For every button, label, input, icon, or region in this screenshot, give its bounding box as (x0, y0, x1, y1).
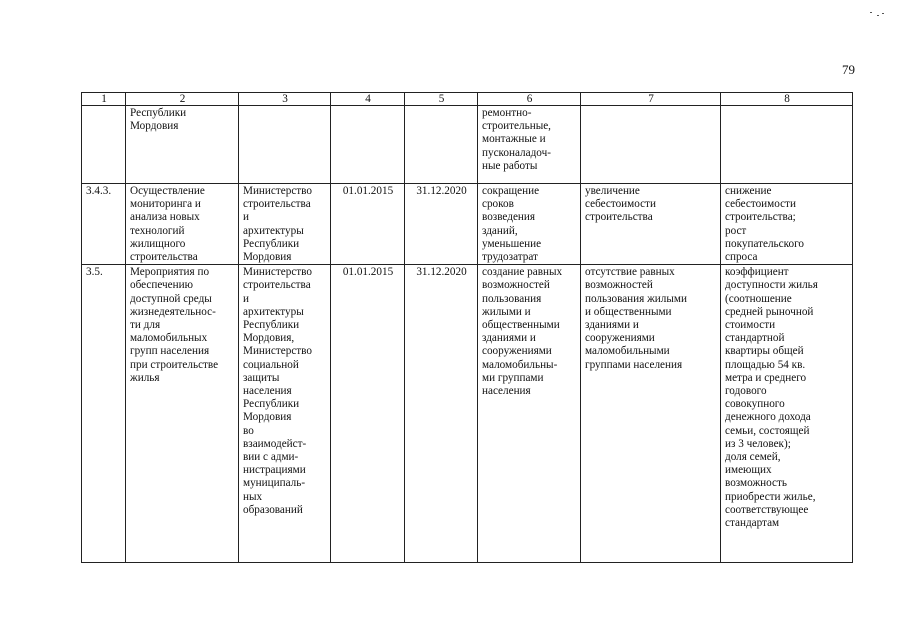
consequence: отсутствие равных возможностей пользования жилыми и общественными зданиями и сооружениями маломобильными группами населения (581, 265, 721, 563)
scan-speck (882, 13, 884, 14)
executor: Министерство строительства и архитектуры Республики Мордовия, Министерство социальной защиты населения Республики Мордовия во взаимодейст- вии с адми- нистрациями муниципаль- ных образований (239, 265, 331, 563)
header-cell-2: 2 (126, 93, 239, 106)
expected-result: создание равных возможностей пользования жилыми и общественными зданиями и сооружениями маломобильны- ми группами населения (478, 265, 581, 563)
row-number (82, 106, 126, 184)
event-name: Республики Мордовия (126, 106, 239, 184)
scan-speck (870, 12, 872, 13)
expected-result: сокращение сроков возведения зданий, уменьшение трудозатрат (478, 184, 581, 265)
header-cell-5: 5 (405, 93, 478, 106)
table-row (82, 184, 853, 265)
indicator: коэффициент доступности жилья (соотношение средней рыночной стоимости стандартной квартиры общей площадью 54 кв. метра и среднего годового совокупного денежного дохода семьи, состоящей из 3 человек); доля семей, имеющих возможность приобрести жилье, соответствующее стандартам (721, 265, 853, 563)
page-number: 79 (842, 62, 855, 77)
header-cell-3: 3 (239, 93, 331, 106)
indicator: снижение себестоимости строительства; рост покупательского спроса (721, 184, 853, 265)
row-number: 3.4.3. (82, 184, 126, 265)
event-name: Осуществление мониторинга и анализа новых технологий жилищного строительства (126, 184, 239, 265)
header-cell-7: 7 (581, 93, 721, 106)
header-cell-8: 8 (721, 93, 853, 106)
row-number: 3.5. (82, 265, 126, 563)
executor: Министерство строительства и архитектуры Республики Мордовия (239, 184, 331, 265)
consequence (581, 106, 721, 184)
expected-result: ремонтно- строительные, монтажные и пусконаладоч- ные работы (478, 106, 581, 184)
start-date: 01.01.2015 (331, 184, 405, 265)
executor (239, 106, 331, 184)
end-date (405, 106, 478, 184)
start-date (331, 106, 405, 184)
consequence: увеличение себестоимости строительства (581, 184, 721, 265)
end-date: 31.12.2020 (405, 265, 478, 563)
table-row (82, 106, 853, 184)
header-cell-6: 6 (478, 93, 581, 106)
header-cell-1: 1 (82, 93, 126, 106)
start-date: 01.01.2015 (331, 265, 405, 563)
scan-speck (877, 15, 879, 16)
event-name: Мероприятия по обеспечению доступной среды жизнедеятельнос- ти для маломобильных групп населения при строительстве жилья (126, 265, 239, 563)
end-date: 31.12.2020 (405, 184, 478, 265)
indicator (721, 106, 853, 184)
table-row (82, 265, 853, 563)
program-table (81, 92, 853, 563)
header-cell-4: 4 (331, 93, 405, 106)
header-row (82, 93, 853, 106)
